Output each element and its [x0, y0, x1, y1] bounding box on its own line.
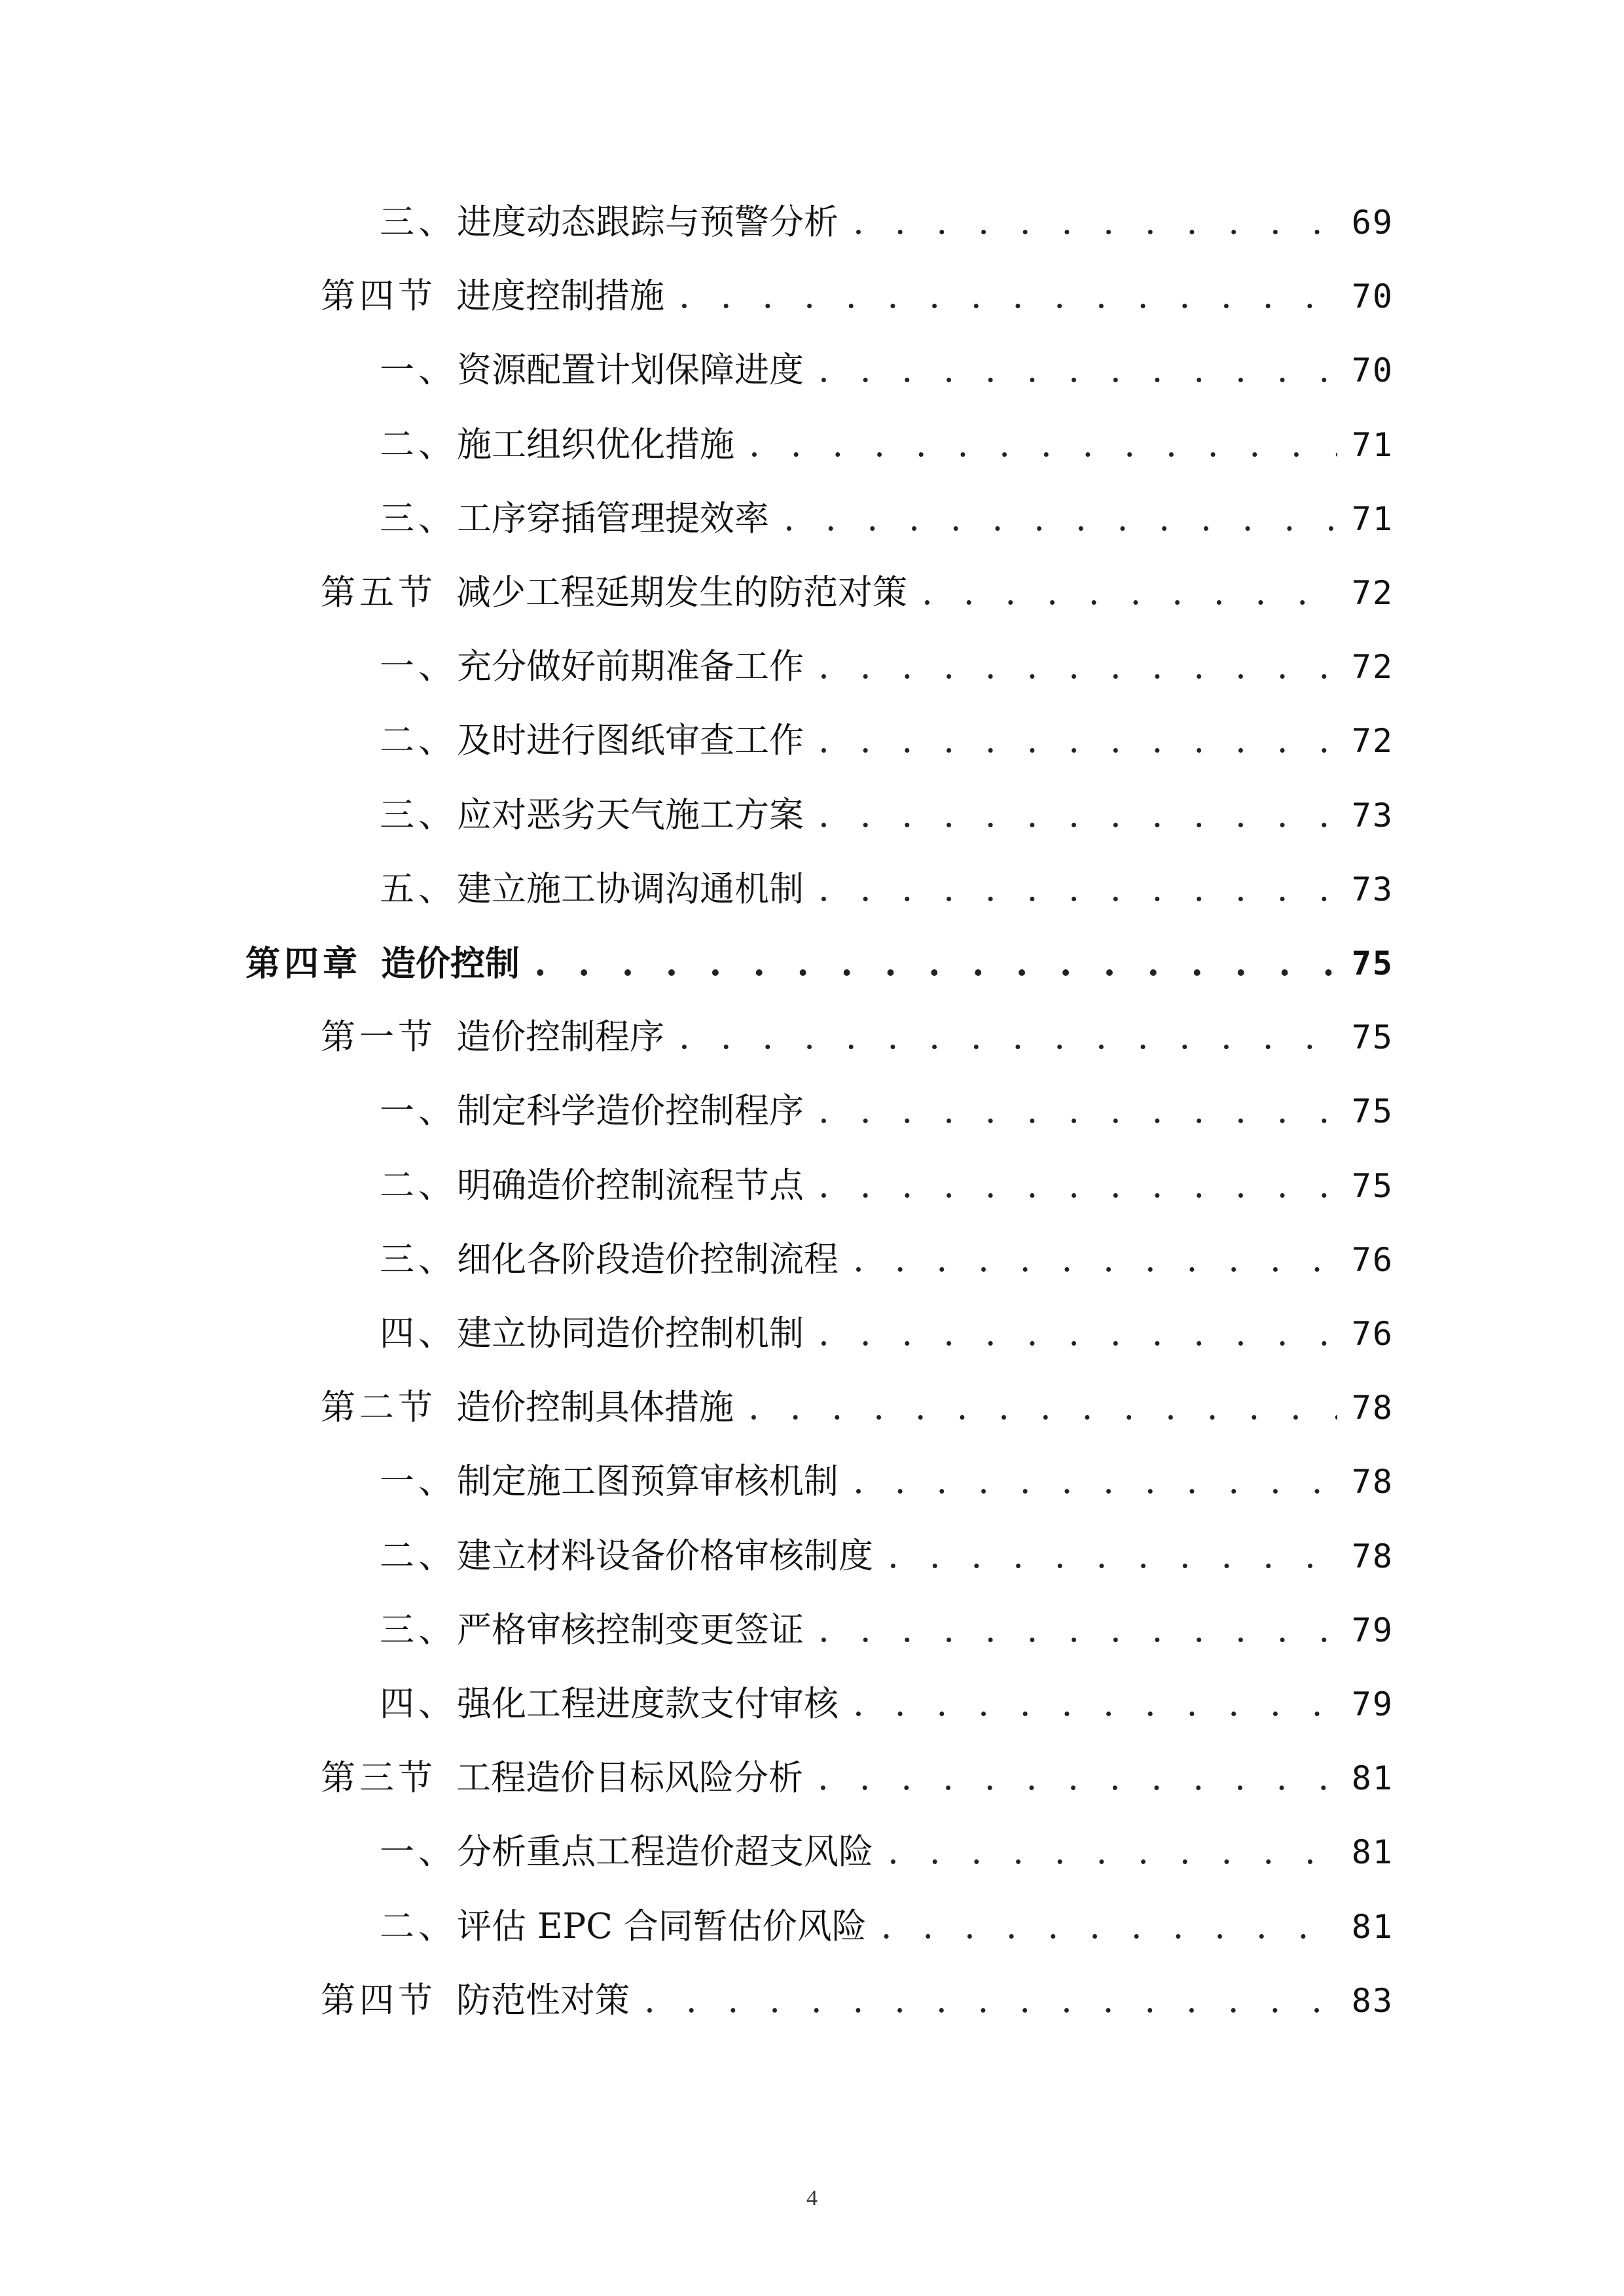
- toc-entry-page-number: 73: [1351, 796, 1394, 834]
- toc-entry-title: 造价控制: [381, 943, 520, 984]
- toc-entry-title: 分析重点工程造价超支风险: [457, 1832, 873, 1873]
- toc-entry-number: 第四章: [245, 943, 361, 984]
- toc-entry-page-number: 81: [1351, 1907, 1394, 1946]
- toc-dot-leader: [818, 863, 1337, 916]
- toc-dot-leader: [749, 419, 1337, 471]
- toc-entry-label: [380, 1234, 839, 1286]
- toc-entry-title: 制定科学造价控制程序: [457, 1091, 804, 1132]
- toc-entry-page-number: 76: [1351, 1240, 1394, 1279]
- toc-entry-label: [380, 1160, 804, 1212]
- toc-subsection-entry[interactable]: [380, 1530, 1394, 1583]
- toc-entry-label: [321, 270, 664, 323]
- toc-entry-number: 第四节: [321, 1980, 437, 2020]
- toc-dot-leader: [748, 1382, 1337, 1434]
- toc-dot-leader: [679, 270, 1337, 323]
- toc-dot-leader: [818, 1160, 1337, 1212]
- toc-chapter-entry[interactable]: [245, 937, 1394, 990]
- toc-dot-leader: [818, 789, 1337, 842]
- toc-entry-label: [245, 937, 520, 990]
- toc-entry-number: 二、: [380, 1535, 457, 1576]
- toc-entry-number: 一、: [380, 647, 457, 687]
- toc-entry-title: 造价控制具体措施: [456, 1388, 734, 1428]
- toc-entry-title: 工程造价目标风险分析: [456, 1758, 803, 1799]
- toc-entry-label: [380, 1678, 839, 1731]
- toc-entry-title: 严格审核控制变更签证: [457, 1609, 804, 1650]
- toc-dot-leader: [818, 1308, 1337, 1360]
- toc-dot-leader: [818, 641, 1337, 693]
- toc-entry-page-number: 81: [1351, 1759, 1394, 1798]
- toc-subsection-entry[interactable]: [380, 1901, 1394, 1953]
- toc-entry-page-number: 81: [1351, 1833, 1394, 1872]
- toc-entry-number: 三、: [380, 1609, 457, 1650]
- toc-section-entry[interactable]: [321, 1011, 1394, 1064]
- toc-entry-number: 三、: [380, 1239, 457, 1280]
- toc-entry-label: [321, 1752, 803, 1804]
- toc-entry-label: [380, 493, 769, 545]
- toc-entry-page-number: 72: [1351, 648, 1394, 687]
- toc-entry-label: [380, 1604, 804, 1657]
- toc-entry-label: [321, 1382, 734, 1434]
- toc-subsection-entry[interactable]: [380, 196, 1394, 249]
- toc-entry-number: 第二节: [321, 1388, 437, 1428]
- toc-section-entry[interactable]: [321, 1975, 1394, 2027]
- toc-dot-leader: [644, 1975, 1337, 2027]
- toc-subsection-entry[interactable]: [380, 715, 1394, 767]
- toc-entry-page-number: 78: [1351, 1537, 1394, 1575]
- toc-entry-title: 建立材料设备价格审核制度: [457, 1535, 873, 1576]
- toc-entry-number: 四、: [380, 1684, 457, 1724]
- toc-dot-leader: [784, 493, 1337, 545]
- toc-dot-leader: [818, 1604, 1337, 1657]
- toc-entry-label: [380, 196, 839, 249]
- toc-subsection-entry[interactable]: [380, 641, 1394, 693]
- toc-subsection-entry[interactable]: [380, 1085, 1394, 1138]
- toc-entry-title: 建立协同造价控制机制: [457, 1314, 804, 1354]
- toc-section-entry[interactable]: [321, 567, 1394, 619]
- toc-entry-number: 二、: [380, 424, 457, 465]
- toc-entry-title: 强化工程进度款支付审核: [457, 1684, 839, 1724]
- toc-section-entry[interactable]: [321, 1752, 1394, 1804]
- toc-entry-number: 四、: [380, 1314, 457, 1354]
- toc-dot-leader: [853, 196, 1337, 249]
- toc-entry-page-number: 75: [1351, 944, 1394, 982]
- toc-dot-leader: [818, 1752, 1337, 1804]
- toc-subsection-entry[interactable]: [380, 1308, 1394, 1360]
- toc-subsection-entry[interactable]: [380, 1456, 1394, 1508]
- toc-dot-leader: [888, 1530, 1337, 1583]
- toc-dot-leader: [818, 715, 1337, 767]
- toc-section-entry[interactable]: [321, 270, 1394, 323]
- toc-entry-label: [321, 567, 907, 619]
- toc-entry-page-number: 70: [1351, 278, 1394, 316]
- toc-dot-leader: [888, 1826, 1337, 1878]
- toc-entry-label: [380, 1530, 873, 1583]
- toc-entry-number: 三、: [380, 498, 457, 539]
- toc-entry-label: [380, 419, 734, 471]
- toc-entry-page-number: 75: [1351, 1166, 1394, 1205]
- toc-entry-page-number: 78: [1351, 1463, 1394, 1501]
- toc-entry-label: [321, 1975, 630, 2027]
- toc-subsection-entry[interactable]: [380, 789, 1394, 842]
- toc-entry-page-number: 79: [1351, 1611, 1394, 1649]
- toc-dot-leader: [818, 1085, 1337, 1138]
- toc-dot-leader: [853, 1678, 1337, 1731]
- toc-entry-page-number: 76: [1351, 1315, 1394, 1353]
- toc-section-entry[interactable]: [321, 1382, 1394, 1434]
- toc-entry-label: [380, 1085, 804, 1138]
- toc-entry-page-number: 83: [1351, 1981, 1394, 2020]
- toc-entry-title: 及时进行图纸审查工作: [457, 721, 804, 761]
- toc-entry-title: 进度控制措施: [456, 276, 664, 317]
- toc-subsection-entry[interactable]: [380, 863, 1394, 916]
- toc-entry-number: 二、: [380, 1165, 457, 1206]
- toc-entry-number: 第五节: [321, 573, 437, 613]
- toc-entry-title: 建立施工协调沟通机制: [457, 869, 804, 909]
- toc-entry-number: 一、: [380, 350, 457, 391]
- toc-entry-label: [380, 344, 804, 397]
- toc-entry-label: [380, 863, 804, 916]
- toc-entry-number: 一、: [380, 1832, 457, 1873]
- toc-entry-title: 明确造价控制流程节点: [457, 1165, 804, 1206]
- toc-entry-page-number: 78: [1351, 1389, 1394, 1427]
- toc-entry-title: 资源配置计划保障进度: [457, 350, 804, 391]
- toc-entry-page-number: 72: [1351, 722, 1394, 761]
- toc-subsection-entry[interactable]: [380, 1826, 1394, 1878]
- toc-dot-leader: [853, 1456, 1337, 1508]
- toc-entry-page-number: 71: [1351, 499, 1394, 538]
- toc-entry-title: 充分做好前期准备工作: [457, 647, 804, 687]
- toc-entry-label: [380, 789, 804, 842]
- toc-entry-page-number: 70: [1351, 351, 1394, 390]
- toc-entry-number: 第四节: [321, 276, 437, 317]
- toc-entry-page-number: 75: [1351, 1018, 1394, 1057]
- toc-entry-number: 五、: [380, 869, 457, 909]
- toc-subsection-entry[interactable]: [380, 1678, 1394, 1731]
- toc-entry-title: 施工组织优化措施: [457, 424, 734, 465]
- toc-entry-title: 细化各阶段造价控制流程: [457, 1239, 839, 1280]
- toc-subsection-entry[interactable]: [380, 419, 1394, 471]
- toc-entry-title: 进度动态跟踪与预警分析: [457, 202, 839, 242]
- toc-entry-number: 三、: [380, 202, 457, 242]
- toc-subsection-entry[interactable]: [380, 1160, 1394, 1212]
- toc-entry-number: 二、: [380, 721, 457, 761]
- toc-entry-title: 应对恶劣天气施工方案: [457, 795, 804, 835]
- toc-entry-page-number: 69: [1351, 204, 1394, 242]
- toc-dot-leader: [922, 567, 1337, 619]
- toc-subsection-entry[interactable]: [380, 1604, 1394, 1657]
- toc-entry-page-number: 73: [1351, 870, 1394, 908]
- toc-entry-page-number: 75: [1351, 1092, 1394, 1131]
- toc-dot-leader: [853, 1234, 1337, 1286]
- toc-entry-label: [380, 715, 804, 767]
- toc-entry-number: 第三节: [321, 1758, 437, 1799]
- toc-entry-number: 一、: [380, 1091, 457, 1132]
- toc-entry-number: 一、: [380, 1462, 457, 1502]
- toc-entry-label: [321, 1011, 664, 1064]
- toc-entry-label: [380, 1826, 873, 1878]
- toc-subsection-entry[interactable]: [380, 1234, 1394, 1286]
- toc-dot-leader: [679, 1011, 1337, 1064]
- toc-entry-number: 三、: [380, 795, 457, 835]
- toc-entry-page-number: 71: [1351, 425, 1394, 464]
- toc-entry-title: 减少工程延期发生的防范对策: [456, 573, 907, 613]
- toc-subsection-entry[interactable]: [380, 344, 1394, 397]
- toc-entry-label: [380, 1308, 804, 1360]
- toc-entry-page-number: 79: [1351, 1685, 1394, 1723]
- toc-entry-number: 二、: [380, 1906, 457, 1946]
- footer-page-number: 4: [806, 2186, 818, 2210]
- toc-entry-title: 制定施工图预算审核机制: [457, 1462, 839, 1502]
- toc-dot-leader: [881, 1901, 1337, 1953]
- toc-entry-title: 造价控制程序: [456, 1017, 664, 1058]
- toc-entry-label: [380, 1456, 839, 1508]
- toc-entry-number: 第一节: [321, 1017, 437, 1058]
- toc-entry-label: [380, 1901, 867, 1953]
- toc-subsection-entry[interactable]: [380, 493, 1394, 545]
- toc-entry-page-number: 72: [1351, 574, 1394, 612]
- toc-entry-title: 工序穿插管理提效率: [457, 498, 769, 539]
- toc-dot-leader: [534, 937, 1337, 990]
- toc-entry-title: 防范性对策: [456, 1980, 630, 2020]
- toc-entry-label: [380, 641, 804, 693]
- toc-entry-title: 评估 EPC 合同暂估价风险: [457, 1906, 867, 1946]
- toc-dot-leader: [818, 344, 1337, 397]
